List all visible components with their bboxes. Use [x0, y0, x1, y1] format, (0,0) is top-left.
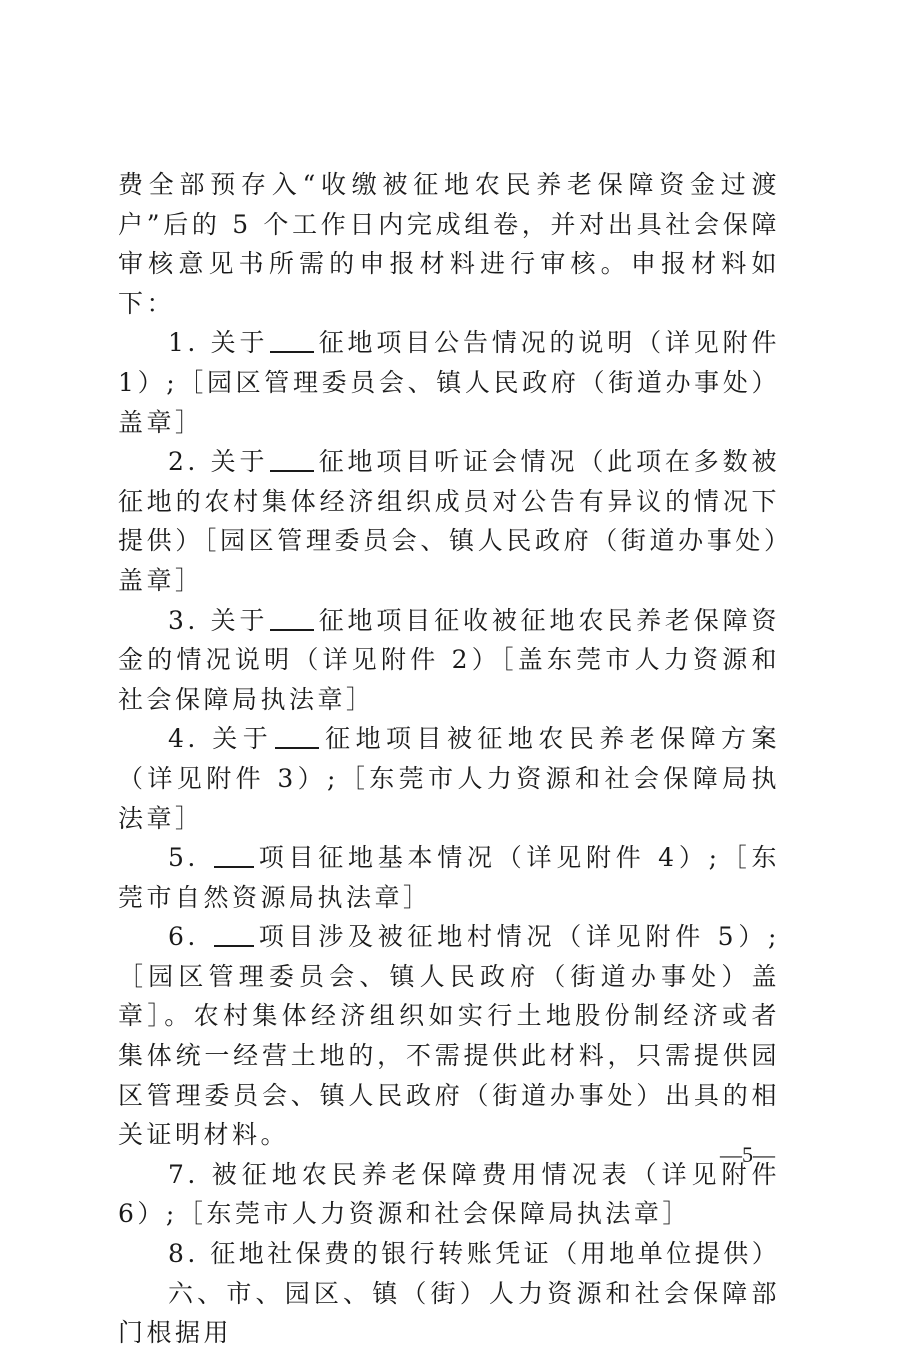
item-text: 征地项目听证会情况（此项在多数被征地的农村集体经济组织成员对公告有异议的情况下提供）［园区管理委员会、镇人民政府（街道办事处）盖章］ — [118, 447, 780, 595]
list-item-5 — [118, 838, 780, 917]
item-prefix: 3. 关于 — [168, 605, 269, 635]
item-text: 7. 被征地农民养老保障费用情况表（详见附件 6）;［东莞市人力资源和社会保障局执法章］ — [118, 1159, 780, 1229]
item-prefix: 4. 关于 — [168, 724, 274, 754]
list-item-3 — [118, 601, 780, 720]
item-text: 项目涉及被征地村情况（详见附件 5）;［园区管理委员会、镇人民政府（街道办事处）盖章］。农村集体经济组织如实行土地股份制经济或者集体统一经营土地的，不需提供此材料，只需提供园区管理委员会、镇人民政府（街道办事处）出具的相关证明材料。 — [118, 922, 780, 1150]
item-text: 征地项目公告情况的说明（详见附件 1）;［园区管理委员会、镇人民政府（街道办事处）盖章］ — [118, 328, 780, 437]
item-prefix: 6. — [168, 922, 212, 952]
list-item-7 — [118, 1155, 780, 1234]
list-item-8 — [118, 1234, 780, 1274]
item-text: 征地项目征收被征地农民养老保障资金的情况说明（详见附件 2）［盖东莞市人力资源和社会保障局执法章］ — [118, 605, 780, 714]
fill-blank — [214, 919, 254, 947]
list-item-1 — [118, 323, 780, 442]
fill-blank — [270, 603, 314, 631]
fill-blank — [270, 444, 314, 472]
intro-paragraph: 费全部预存入“收缴被征地农民养老保障资金过渡户”后的 5 个工作日内完成组卷，并对出具社会保障审核意见书所需的申报材料进行审核。申报材料如下： — [118, 170, 780, 318]
item-text: 征地项目被征地农民养老保障方案（详见附件 3）;［东莞市人力资源和社会保障局执法章］ — [118, 724, 780, 833]
fill-blank — [214, 840, 254, 868]
fill-blank — [270, 325, 314, 353]
item-prefix: 1. 关于 — [168, 328, 269, 358]
list-item-4 — [118, 719, 780, 838]
list-item-2 — [118, 442, 780, 600]
section-six-heading: 六、市、园区、镇（街）人力资源和社会保障部门根据用 — [118, 1278, 780, 1348]
fill-blank — [275, 721, 319, 749]
list-item-6 — [118, 917, 780, 1155]
item-prefix: 5. — [168, 843, 212, 873]
item-prefix: 2. 关于 — [168, 447, 269, 477]
body-text — [118, 165, 780, 1353]
item-text: 8. 征地社保费的银行转账凭证（用地单位提供） — [168, 1239, 781, 1269]
page-number: —5— — [720, 1142, 775, 1167]
item-text: 项目征地基本情况（详见附件 4）;［东莞市自然资源局执法章］ — [118, 843, 780, 912]
